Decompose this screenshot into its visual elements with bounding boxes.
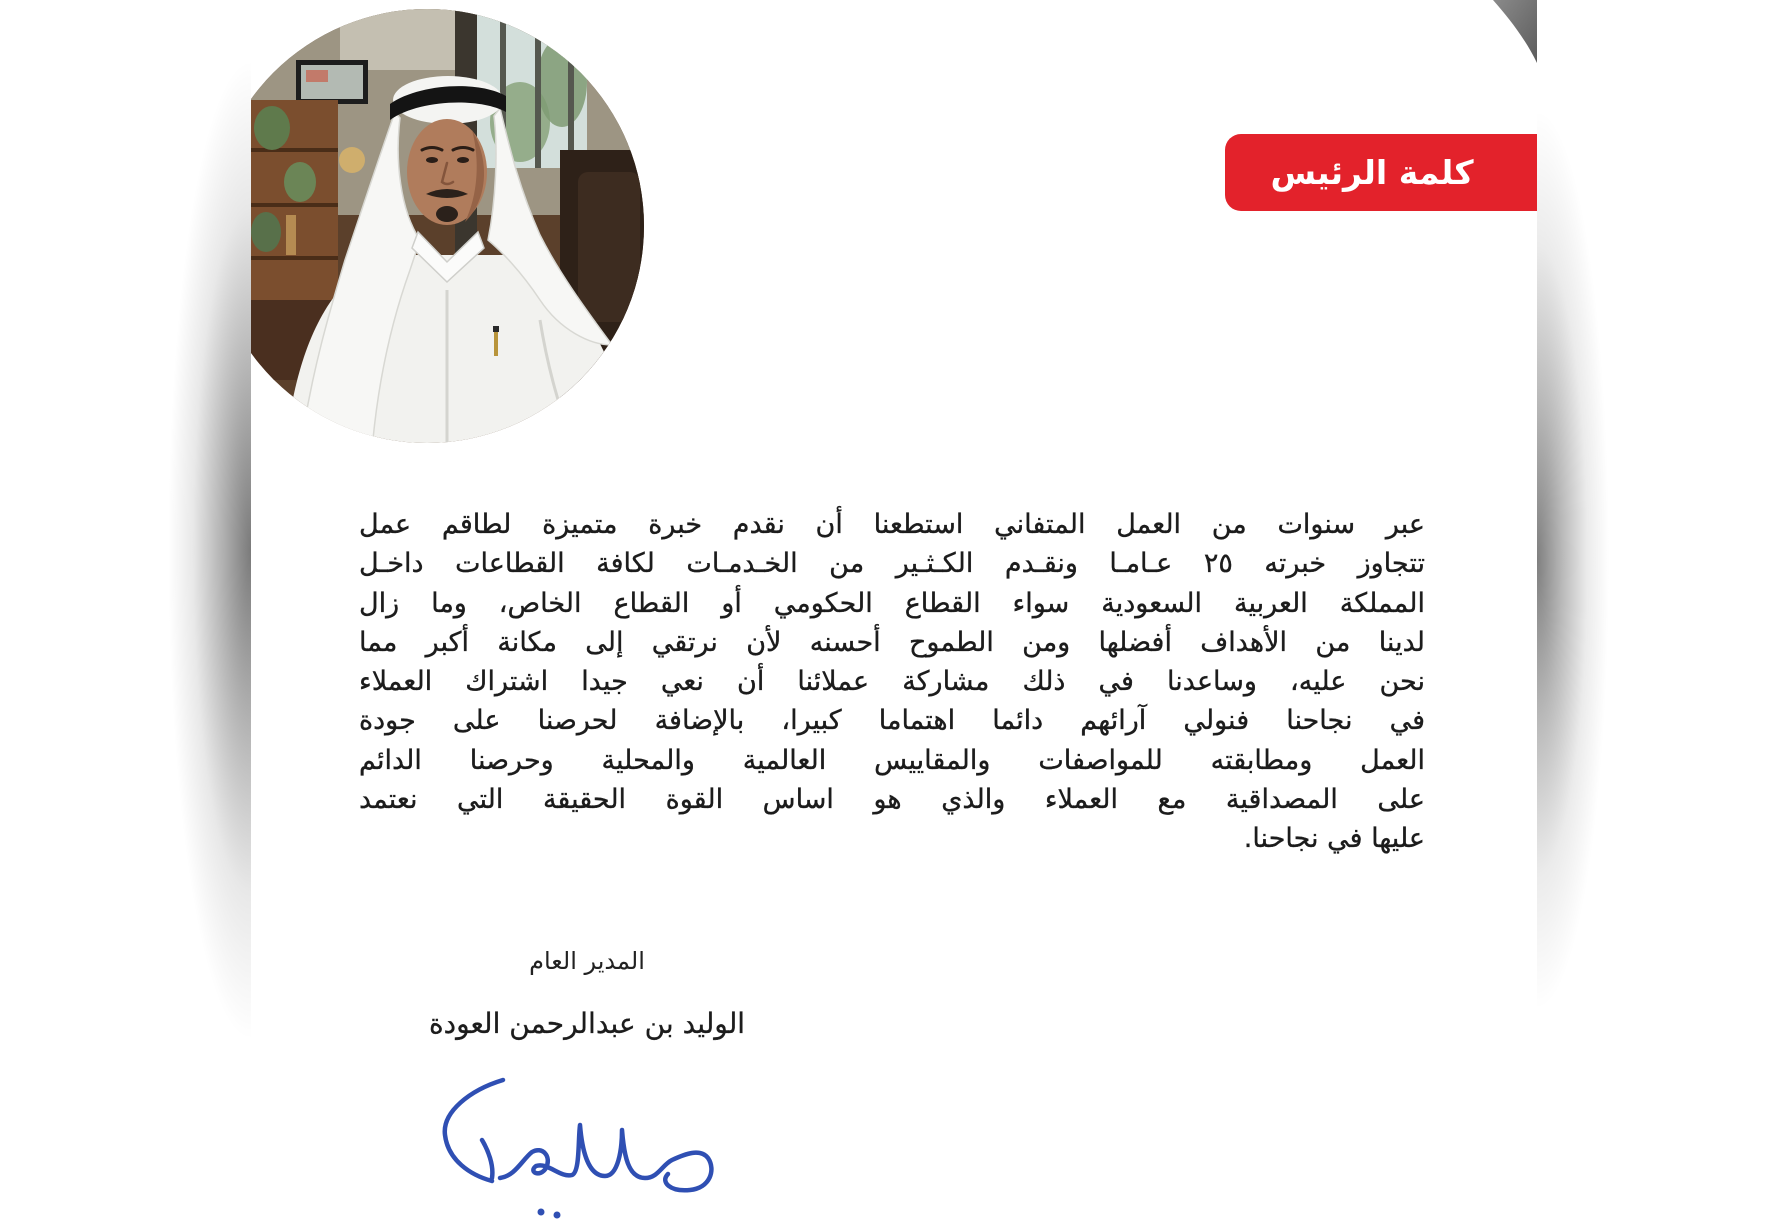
goatee — [436, 206, 458, 222]
section-badge — [1225, 134, 1537, 211]
badge-label: كلمة الرئيس — [1270, 152, 1474, 192]
chairman-message — [359, 505, 1425, 859]
message-line: عبر سنوات من العمل المتفاني استطعنا أن نقدم خبرة متميزة لطاقم عمل — [359, 509, 1425, 540]
tv-screen — [296, 60, 368, 104]
message-line: العمل ومطابقته للمواصفات والمقاييس العالمية والمحلية وحرصنا الدائم — [359, 744, 1425, 776]
left-eye — [426, 157, 438, 163]
message-line-last: عليها في نجاحنا. — [1243, 823, 1425, 855]
signature-dot-2 — [554, 1212, 561, 1219]
lamp-globe — [339, 147, 365, 173]
right-eye — [457, 157, 469, 163]
left-shelves — [220, 100, 338, 330]
signatory-title: المدير العام — [529, 947, 645, 975]
message-line: نحن عليه، وساعدنا في ذلك مشاركة عملائنا أن نعي جيدا اشتراك العملاء — [359, 666, 1425, 698]
signature-dot-1 — [538, 1209, 545, 1216]
signatory-name: الوليد بن عبدالرحمن العودة — [428, 1007, 746, 1040]
message-line: لدينا من الأهداف أفضلها ومن الطموح أحسنه لأن نرتقي إلى مكانة أكبر مما — [359, 626, 1425, 658]
message-line: المملكة العربية السعودية سواء القطاع الحكومي أو القطاع الخاص، وما زال — [359, 587, 1425, 619]
message-line: في نجاحنا فنولي آرائهم دائما اهتماما كبيرا، بالإضافة لحرصنا على جودة — [359, 705, 1425, 737]
handwritten-signature — [445, 1080, 712, 1219]
chairman-photo — [200, 0, 670, 450]
folded-corner — [1493, 0, 1537, 63]
ceiling-panel — [340, 0, 460, 70]
signature-stroke-alef — [482, 1140, 492, 1178]
message-line: تتجاوز خبرته ٢٥ عـامـا ونقـدم الكـثـير من الخـدمـات لكافة القطاعات داخـل — [359, 548, 1425, 580]
message-line: على المصداقية مع العملاء والذي هو اساس القوة الحقيقة التي نعتمد — [359, 784, 1425, 816]
signature-stroke-word — [500, 1125, 711, 1190]
